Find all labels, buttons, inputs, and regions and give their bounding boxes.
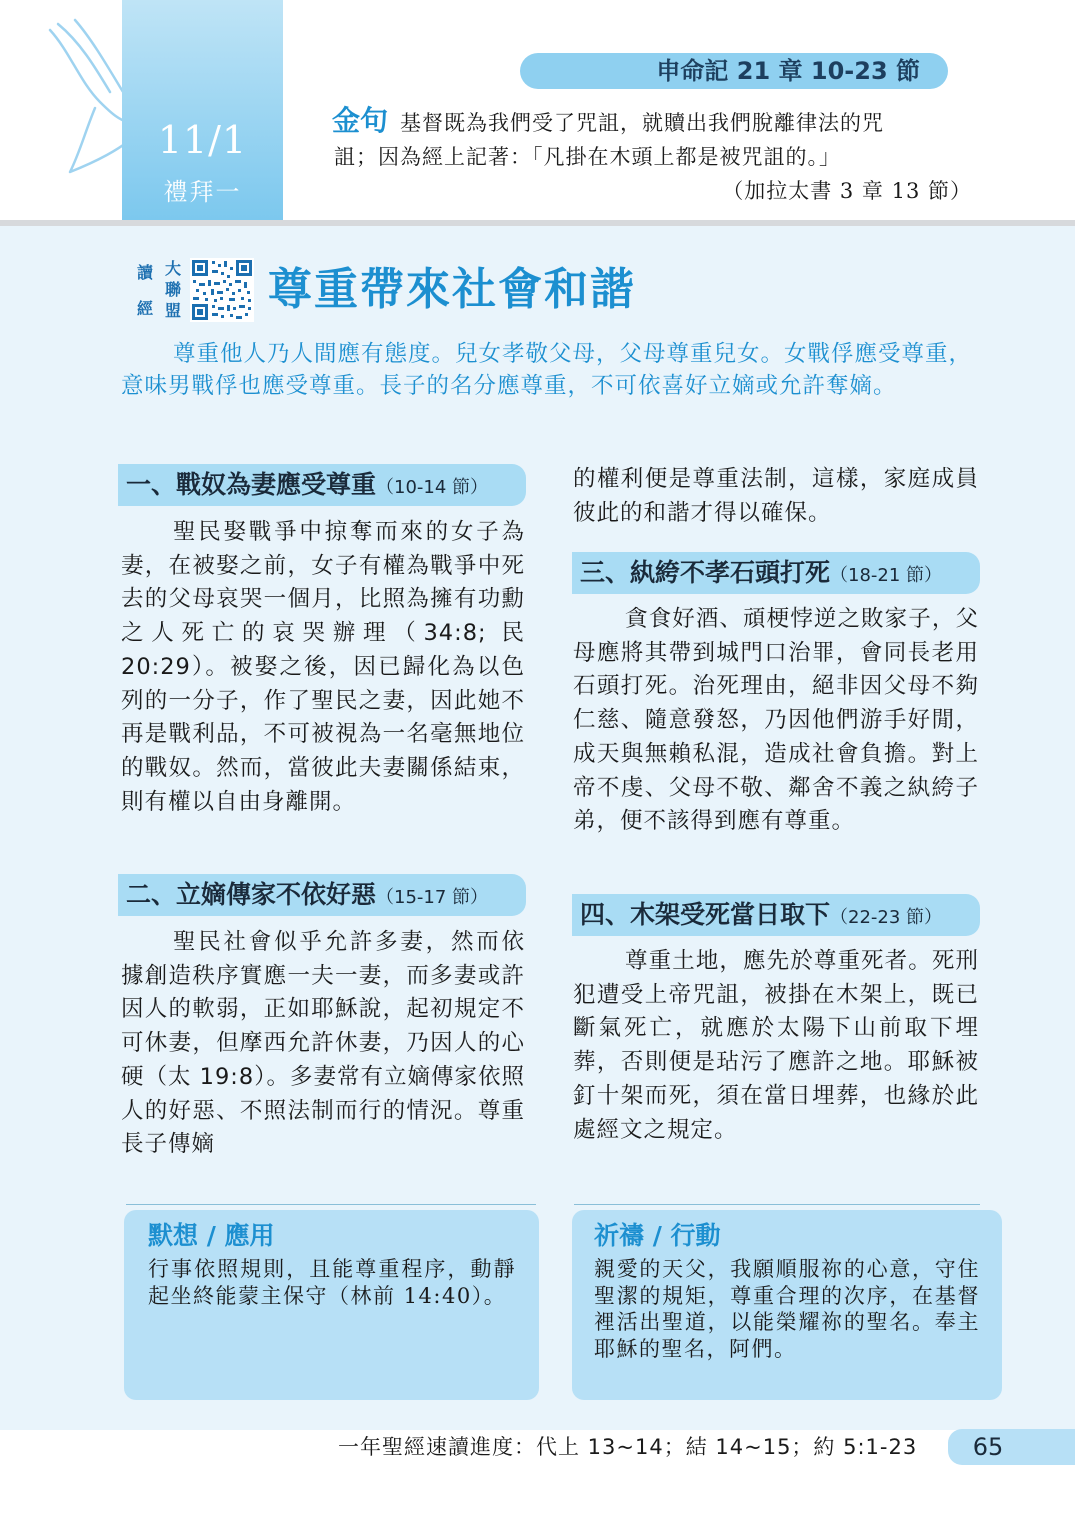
logo-char: 聯 xyxy=(164,280,181,299)
section-heading xyxy=(580,552,942,597)
section-heading-text: 一、戰奴為妻應受尊重 xyxy=(126,470,377,499)
reading-plan: 一年聖經速讀進度：代上 13~14；結 14~15；約 5:1-23 xyxy=(338,1435,918,1459)
logo-char: 大 xyxy=(164,259,181,278)
section-heading-text: 二、立嫡傳家不依好惡 xyxy=(126,880,377,909)
logo-char: 盟 xyxy=(164,301,181,320)
section-text: 尊重土地，應先於尊重死者。死刑犯遭受上帝咒詛，被掛在木架上，既已斷氣死亡，就應於太陽下山前取下埋葬，否則便是玷污了應許之地。耶穌被釘十架而死，須在當日埋葬，也緣於此處經文之規定。 xyxy=(573,948,979,1143)
section-verses: （10-14 節） xyxy=(376,477,489,498)
page-number: 65 xyxy=(972,1433,1004,1461)
weekday-label: 禮拜一 xyxy=(163,178,242,206)
prayer-title: 祈禱 / 行動 xyxy=(594,1221,721,1250)
section-verses: （22-23 節） xyxy=(830,907,943,928)
section-verses: （18-21 節） xyxy=(830,565,943,586)
section-heading xyxy=(126,464,488,509)
meditation-text: 行事依照規則，且能尊重程序，動靜起坐終能蒙主保守（林前 14:40）。 xyxy=(148,1257,516,1308)
section-heading-text: 四、木架受死當日取下 xyxy=(580,900,831,929)
section-heading-text: 三、紈絝不孝石頭打死 xyxy=(580,558,831,587)
qr-code-icon[interactable] xyxy=(190,258,254,322)
section-body xyxy=(573,603,979,839)
logo-char: 經 xyxy=(136,299,153,318)
golden-verse-ref: （加拉太書 3 章 13 節） xyxy=(722,179,972,203)
golden-verse-label: 金句 xyxy=(332,104,389,137)
section-heading xyxy=(580,894,942,939)
section-body xyxy=(121,926,525,1162)
meditation-title: 默想 / 應用 xyxy=(148,1221,275,1250)
section-text: 貪食好酒、頑梗悖逆之敗家子，父母應將其帶到城門口治罪，會同長老用石頭打死。治死理由，絕非因父母不夠仁慈、隨意發怒，乃因他們游手好閒，成天與無賴私混，造成社會負擔。對上帝不虔、父母不敬、鄰舍不義之紈絝子弟，便不該得到應有尊重。 xyxy=(573,606,979,835)
section-text: 聖民社會似乎允許多妻，然而依據創造秩序實應一夫一妻，而多妻或許因人的軟弱，正如耶穌說，起初規定不可休妻，但摩西允許休妻，乃因人的心硬（太 19:8）。多妻常有立嫡傳家依照人的好惡、不照法制而行的情況。尊重長子傳嫡 xyxy=(121,929,525,1158)
intro-paragraph: 尊重他人乃人間應有態度。兒女孝敬父母，父母尊重兒女。女戰俘應受尊重，意味男戰俘也應受尊重。長子的名分應尊重，不可依喜好立嫡或允許奪嫡。 xyxy=(121,341,973,399)
date-label: 11/1 xyxy=(157,118,248,162)
section-heading xyxy=(126,874,488,919)
scripture-ref: 申命記 21 章 10-23 節 xyxy=(656,57,920,85)
golden-verse-line1: 基督既為我們受了咒詛，就贖出我們脫離律法的咒 xyxy=(400,111,884,135)
section-body-continued xyxy=(573,463,979,530)
section-body xyxy=(573,945,979,1147)
page-title: 尊重帶來社會和諧 xyxy=(268,264,636,315)
divider xyxy=(126,1204,536,1205)
logo-char: 讀 xyxy=(136,263,153,282)
section-body xyxy=(121,516,525,819)
prayer-text: 親愛的天父，我願順服祢的心意，守住聖潔的規矩，尊重合理的次序，在基督裡活出聖道，以能榮耀祢的聖名。奉主耶穌的聖名，阿們。 xyxy=(594,1257,980,1361)
section-text-continued: 的權利便是尊重法制，這樣，家庭成員彼此的和諧才得以確保。 xyxy=(573,466,979,526)
golden-verse-line2: 詛；因為經上記著：「凡掛在木頭上都是被咒詛的。」 xyxy=(334,145,841,169)
section-text: 聖民娶戰爭中掠奪而來的女子為妻，在被娶之前，女子有權為戰爭中死去的父母哀哭一個月，比照為擁有功勳之人死亡的哀哭辦理（34:8; 民 20:29）。被娶之後，因已歸化為以色列的一分子，作了聖民之妻，因此她不再是戰利品，不可被視為一名毫無地位的戰奴。然而，當彼此夫妻關係結束，則有權以自由身離開。 xyxy=(121,519,525,815)
section-verses: （15-17 節） xyxy=(376,887,489,908)
divider xyxy=(574,1204,980,1205)
